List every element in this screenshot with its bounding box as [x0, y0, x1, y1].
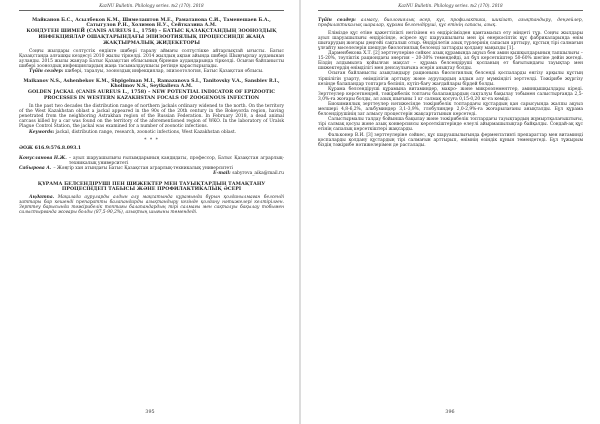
article2-title-kazakh: ҚҰРАМА БЕЛСЕНДІРУШІ ПЕН ШИЖЕКТЕР МЕН ТАУЫҚТАРДЫҢ ТАМАҚТАНУ ПРОЦЕСІНДЕГІ ТАБЫСЫ ЖӘНЕ ПРОФИЛАКТИКАЛЫҚ ӘСЕРІ — [37, 180, 266, 193]
keywords-label: Keywords: — [29, 129, 55, 135]
keywords-english — [19, 130, 284, 135]
body-paragraph: Осыған байланысты азықтандыру рационына биологиялық белсенді қоспаларды енгізу арқылы құстың тіршілігін ұзарту, өнімділігін арттыру және аурулардың алдын алу мүмкіндігі зерттелді. Тәжірибе жүргізу кезінде балапандар топтарға бөлініп, күтіп-бағу жағдайлары бірдей болды. — [318, 71, 583, 87]
abstract-kazakh: Соңғы жылдары солтүстік ендікте шибөрі таралу аймағы солтүстікке айтарлықтай ығысты. Батыс Қазақстанда алғашқы кездесуі 2010 жылы тіркелді. 2014 жылдың ақпан айында шибөрі Шыңғырлау ауданынан ауланды. 2015 жылы жануар Батыс Қазақстан облысының бірнеше аудандарында тіркелді. Осыған байланысты шибөрі зооноздық инфекциялардың жаңа тасымалдаушысы ретінде қарастырылады. — [19, 48, 284, 69]
keywords-label: Түйін сөздер: — [318, 18, 356, 23]
page-number-left: 395 — [145, 410, 155, 415]
contributor-name: Конусланова Н.Ж. — [19, 155, 67, 161]
keywords-text: jackal, distribution range, research, zoonotic infections, West Kazakhstan oblast. — [55, 129, 236, 135]
body-paragraph: Биохимиялық зерттеулер нәтижесінде тәжірибелік топтардағы құстардың қан сарысуында жалпы ақуыз мөлшері 4,8-6,2%, альбуминдер 3,1-3,9%, глобулиндер 2,0-2,9%-ға жоғарылағаны анықталды. Бұл құрама белсендірушінің зат алмасу процестерін жақсартатынын көрсетеді. — [318, 102, 583, 118]
running-header: KazNU Bulletin. Philology series. №2 (170). 2018 — [398, 3, 503, 8]
body-paragraph: Құрама белсендіруші құрамына витаминдер, макро- және микроэлементтер, аминқышқылдары кіреді. Зерттеулер көрсеткендей, тәжірибелік топтағы балапандардың сақталуы бақылау тобымен салыстырғанда 2,5-3,0%-ға жоғары болды, ал азық шығыны 1 кг салмақ қосуға 0,15-0,20 кг-ға кеміді. — [318, 86, 583, 102]
body-paragraph: Фальконер В.И. [3] зерттеулеріне сәйкес, құс шаруашылығында ферментативті препараттар мен витаминді қоспаларды қолдану құстардың тірі салмағын арттырып, өнімнің өзіндік құнын төмендетеді. Бұл тұжырым біздің тәжірибе нәтижелерімен де расталады. — [318, 132, 583, 148]
body-paragraph: Дарменбекова Х.Т. [2] зерттеулеріне сәйкес азық құрамында ақуыз бен амин қышқылдарының тапшылығы – 15-20%, тәуліктік рациондағы энергия – 20-30% төмендейді, ал бұл көрсеткіштер 50-60% шегіне дейін жетеді. Біздің алдымызға қойылған мақсат – құрама белсендіруші қоспаның ет бағытындағы тауықтар мен шижектердің өнімділігі мен денсаулығына әсерін анықтау болды. — [318, 51, 583, 72]
right-page — [300, 0, 600, 424]
contributor-affiliation: – ауыл шаруашылығы ғылымдарының кандидаты, профессор, Батыс Қазақстан аграрлық-техникалық университеті — [68, 155, 284, 166]
udc-code: ӘОЖ 616.9:576.8.093.1 — [19, 145, 82, 151]
keywords-text: шибөрі, таралуы, зооноздық инфекциялар, эпизоотология, Батыс Қазақстан облысы. — [64, 68, 264, 74]
keywords-text: алмасу, биологиялық әсер, құс, профилактика, шикізат, азықтандыру, деңгейлер, профилактикалық шаралар, құрама белсендіруші, құс етінің сапасы, азық. — [318, 18, 583, 29]
section-separator: * * * — [144, 137, 159, 143]
email-address[interactable]: sabyrova_aika@mail.ru — [232, 170, 284, 176]
abstract2-text: Мақалада ауруларды алдын алу мақсатында құрамында бұрын қолданылмаған белсенді заттары бар кешенді препаратты балапандарды азықтандыру кезінде қолдану нәтижелері келтірілген. Зерттеу барысында тәжірибелік топтағы балапандардың тірі салмағы мен сақталуы бақылау тобымен салыстырғанда жоғары болды (87,5-90,2%), азықтың шығыны төмендеді. — [19, 195, 284, 216]
authors-english: Maikanov N.S., Ashenbekov K.M., Shpigelman M.I., Ramazanova S.I., Tanitovsky V.A., Sansbiev R.I., Kholimov N.S., Seytkalieva A.M. — [23, 79, 280, 90]
contributor-affiliation: – Жәңгір хан атындағы Батыс Қазақстан аграрлық-техникалық университеті — [53, 165, 233, 171]
article-title-kazakh: КОНДУГЕН ШИМЕЙ (CANIS AUREUS L., 1758) – БАТЫС ҚАЗАҚСТАНДЫҢ ЗООНОЗДЫҚ ИНФЕКЦИЯЛАР ОШАҚТАРЫНДАҒЫ ЭПИЗООТИЯЛЫҚ ПРОЦЕССИНДЕ ЖАҢА ЖАҚТЫРМАЛЫҚ ЖИДЕКЕТОРЫ — [26, 28, 277, 46]
article-title-english: GOLDEN JACKAL (CANIS AUREUS L., 1758) – NEW POTENTIAL INDICATOR OF EPIZOOTIC PROCESSES IN WESTERN KAZAKHSTAN FOCALS OF ZOOGENOUS INFECTION — [27, 89, 276, 101]
body-paragraph: Салыстырмалы талдау бойынша бақылау және тәжірибелік топтардағы тауықтардың жұмыртқалағыштығы, тірі салмақ қосуы және азық конверсиясы көрсеткіштерінде елеулі айырмашылықтар байқалды. Сондай-ақ құс етінің сапалық көрсеткіштері жақсарды. — [318, 117, 583, 133]
email-label: E-mail: — [213, 170, 231, 176]
keywords-label: Түйін сөздер: — [29, 68, 64, 74]
header-rule — [318, 10, 583, 11]
abstract2-kazakh — [19, 195, 284, 215]
keywords-kazakh — [19, 69, 284, 74]
body-paragraph: Елімізде құс етіне қажеттілікті негізінен өз өндірісімізден қамтамасыз ету міндеті тұр. Соңғы жылдары ауыл шаруашылығы өндірісінде, әсіресе құс шаруашылығы мен ірі өнеркәсіптік құс фабрикаларында өнім шығарудың жоғары деңгейі сақталып отыр. Өндірілетін азық түрлерінің сапасын арттыру, құстың тірі салмағын ұлғайту мәселелерін шешуде биологиялық белсенді заттарды қолдану маңызды [1]. — [318, 30, 583, 51]
abstract-english: In the past two decades the distribution range of northern jackals ordinary widened to the north. On the territory of the West Kazakhstan oblast a jackal appeared in the 90s of the 20th century in the Bokeyorda region, having penetrated from the neighboring Astrakhan region of the Russian Federation. In February 2018, a dead animal carcass killed by a car was found on the territory of the aforementioned region of WKO. In the laboratory of Uralsk Plague Control Station, the jackal was examined for a number of zoonotic infections. — [19, 104, 284, 130]
keywords-kazakh — [318, 18, 583, 28]
contributor-name: Сабырова А. — [19, 165, 52, 171]
abstract-label: Аңдатпа. — [29, 195, 55, 201]
page-number-right: 396 — [445, 410, 455, 415]
authors-kazakh: Майканов Б.С., Асылбеков К.М., Шимелаштов М.Е., Раматанова С.И., Таменешаев Б.А., Сатыгулов Р.Н., Холимов Н.У., Сейтказина А.М. — [32, 18, 271, 29]
running-header: KazNU Bulletin. Philology series. №2 (170). 2018 — [99, 3, 204, 8]
contributor-row — [19, 156, 284, 166]
header-rule — [19, 10, 284, 11]
